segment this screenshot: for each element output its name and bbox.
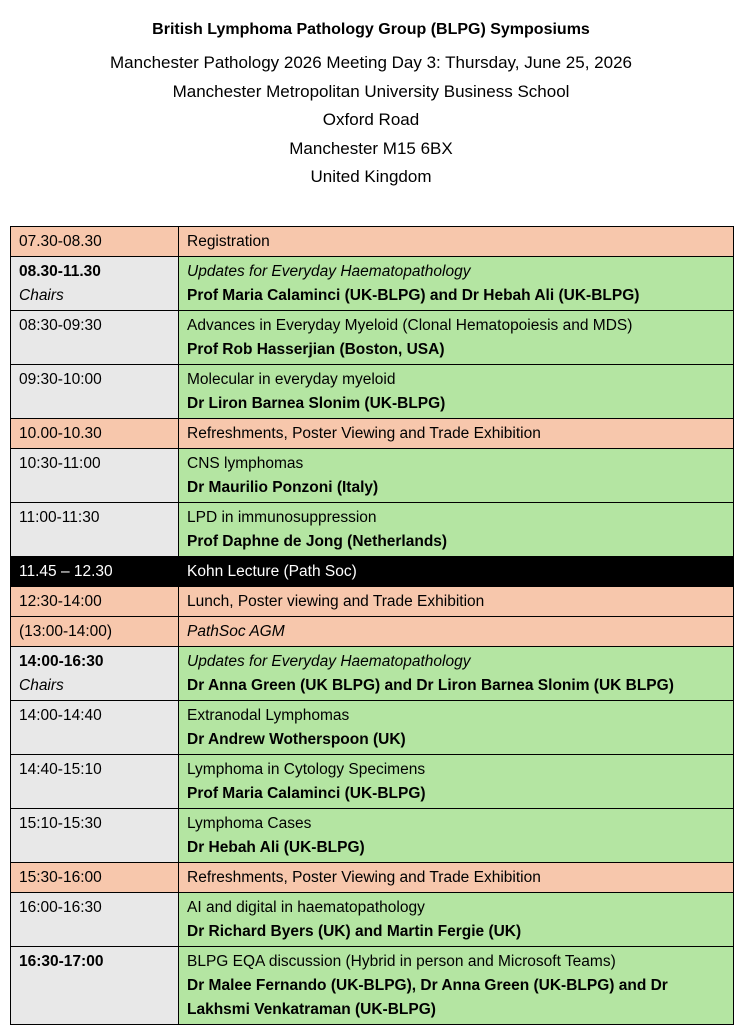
venue-name: Manchester Metropolitan University Business School — [172, 81, 570, 101]
row-description: Kohn Lecture (Path Soc) — [179, 557, 734, 587]
schedule-table — [10, 226, 734, 1025]
schedule-row — [11, 617, 734, 647]
row-time: 15:10-15:30 — [11, 809, 179, 863]
row-time: 10.00-10.30 — [11, 419, 179, 449]
row-description-cell — [179, 449, 734, 503]
row-description: Extranodal Lymphomas — [187, 707, 350, 724]
row-description-cell — [179, 257, 734, 311]
schedule-row — [11, 311, 734, 365]
row-description: LPD in immunosuppression — [187, 509, 377, 526]
row-description: Lymphoma in Cytology Specimens — [187, 761, 426, 778]
schedule-row — [11, 863, 734, 893]
row-time: 14:40-15:10 — [11, 755, 179, 809]
row-description: Refreshments, Poster Viewing and Trade Exhibition — [179, 863, 734, 893]
schedule-row — [11, 893, 734, 947]
row-description: Advances in Everyday Myeloid (Clonal Hematopoiesis and MDS) — [187, 317, 633, 334]
row-speaker: Prof Daphne de Jong (Netherlands) — [187, 533, 448, 550]
row-speaker: Dr Maurilio Ponzoni (Italy) — [187, 479, 379, 496]
schedule-row — [11, 449, 734, 503]
schedule-row — [11, 227, 734, 257]
row-speaker: Prof Maria Calaminci (UK-BLPG) — [187, 785, 426, 802]
row-description: BLPG EQA discussion (Hybrid in person and Microsoft Teams) — [187, 953, 616, 970]
schedule-row — [11, 809, 734, 863]
row-time-cell — [11, 647, 179, 701]
row-description: Molecular in everyday myeloid — [187, 371, 396, 388]
meeting-day-line: Manchester Pathology 2026 Meeting Day 3: Thursday, June 25, 2026 — [110, 53, 632, 72]
row-speaker-continued: Lakhsmi Venkatraman (UK-BLPG) — [187, 1001, 436, 1018]
row-time-sub: Chairs — [19, 287, 64, 304]
row-time: 12:30-14:00 — [11, 587, 179, 617]
row-time: 14:00-14:40 — [11, 701, 179, 755]
row-speaker: Dr Liron Barnea Slonim (UK-BLPG) — [187, 395, 446, 412]
row-description: Registration — [179, 227, 734, 257]
row-description-cell — [179, 893, 734, 947]
schedule-row — [11, 503, 734, 557]
document-header — [0, 0, 742, 192]
schedule-row — [11, 365, 734, 419]
row-speaker: Dr Hebah Ali (UK-BLPG) — [187, 839, 365, 856]
row-time: 16:30-17:00 — [11, 947, 179, 1025]
row-description: AI and digital in haematopathology — [187, 899, 425, 916]
row-description: Lunch, Poster viewing and Trade Exhibition — [179, 587, 734, 617]
row-description-cell — [179, 647, 734, 701]
row-time-sub: Chairs — [19, 677, 64, 694]
row-description: Refreshments, Poster Viewing and Trade Exhibition — [179, 419, 734, 449]
schedule-row — [11, 587, 734, 617]
row-speaker: Dr Malee Fernando (UK-BLPG), Dr Anna Green (UK-BLPG) and Dr — [187, 977, 668, 994]
row-time: 08.30-11.30 — [19, 263, 101, 280]
row-description: Updates for Everyday Haematopathology — [187, 263, 471, 280]
row-description: PathSoc AGM — [187, 623, 285, 640]
row-time: 07.30-08.30 — [11, 227, 179, 257]
row-time: 15:30-16:00 — [11, 863, 179, 893]
row-description: Lymphoma Cases — [187, 815, 312, 832]
row-description: CNS lymphomas — [187, 455, 304, 472]
row-time-cell — [11, 257, 179, 311]
row-time: 14:00-16:30 — [19, 653, 104, 670]
row-time: (13:00-14:00) — [11, 617, 179, 647]
schedule-row — [11, 701, 734, 755]
street-line: Oxford Road — [322, 110, 420, 129]
venue-address — [0, 49, 742, 192]
row-time: 08:30-09:30 — [11, 311, 179, 365]
row-description-cell — [179, 503, 734, 557]
row-speaker: Prof Rob Hasserjian (Boston, USA) — [187, 341, 445, 358]
row-time: 16:00-16:30 — [11, 893, 179, 947]
row-description-cell — [179, 365, 734, 419]
row-description-cell — [179, 809, 734, 863]
row-description-cell — [179, 755, 734, 809]
row-description: Updates for Everyday Haematopathology — [187, 653, 471, 670]
schedule-row — [11, 647, 734, 701]
row-description-cell — [179, 311, 734, 365]
schedule-row — [11, 419, 734, 449]
schedule-row — [11, 257, 734, 311]
row-description-cell — [179, 617, 734, 647]
schedule-row — [11, 947, 734, 1025]
row-description-cell — [179, 701, 734, 755]
row-time: 11.45 – 12.30 — [11, 557, 179, 587]
country-line: United Kingdom — [310, 167, 432, 186]
row-speaker: Dr Anna Green (UK BLPG) and Dr Liron Barnea Slonim (UK BLPG) — [187, 677, 674, 694]
row-speaker: Dr Andrew Wotherspoon (UK) — [187, 731, 406, 748]
document-title: British Lymphoma Pathology Group (BLPG) Symposiums — [152, 21, 590, 38]
row-speaker: Dr Richard Byers (UK) and Martin Fergie (UK) — [187, 923, 522, 940]
city-postcode-line: Manchester M15 6BX — [289, 138, 453, 158]
schedule-row — [11, 557, 734, 587]
row-time: 10:30-11:00 — [11, 449, 179, 503]
row-time: 09:30-10:00 — [11, 365, 179, 419]
schedule-row — [11, 755, 734, 809]
row-time: 11:00-11:30 — [11, 503, 179, 557]
row-description-cell — [179, 947, 734, 1025]
row-speaker: Prof Maria Calaminci (UK-BLPG) and Dr Hebah Ali (UK-BLPG) — [187, 287, 640, 304]
